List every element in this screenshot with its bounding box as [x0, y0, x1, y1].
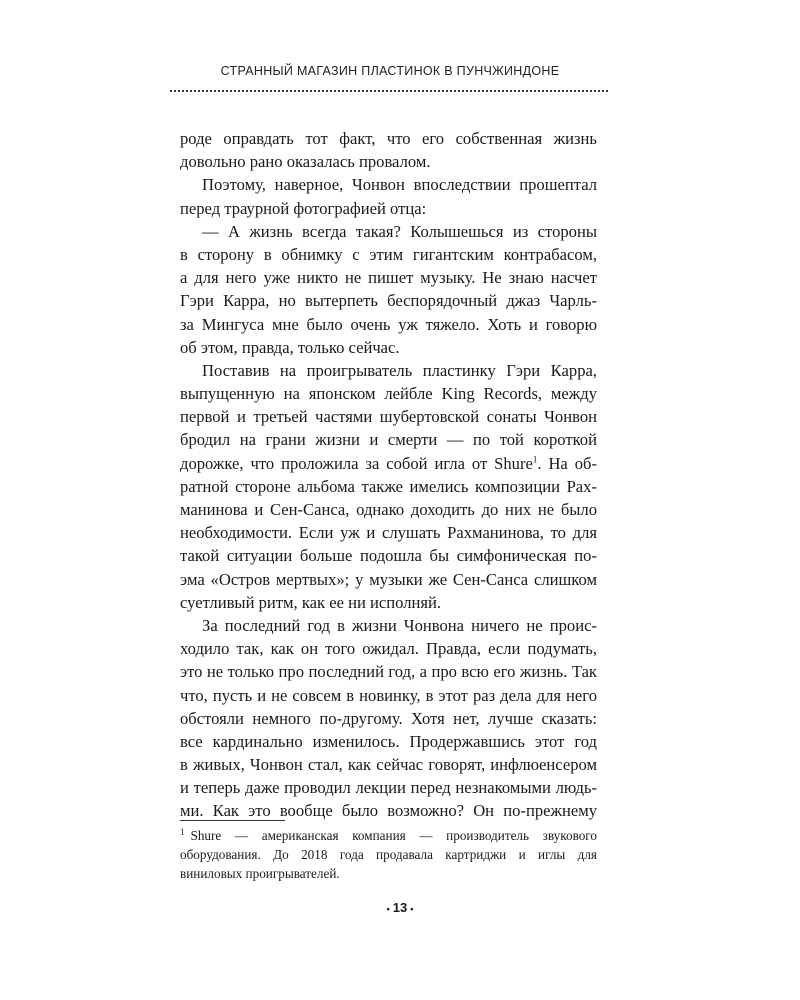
text-line: за Мингуса мне было очень уж тяжело. Хоть и говорю — [180, 314, 597, 334]
text-line: это не только про последний год, а про всю его жизнь. Так — [180, 662, 597, 682]
footnote-reference[interactable]: 1 — [532, 454, 538, 465]
bullet-right: • — [410, 903, 414, 914]
text-line: ратной стороне альбома также имелись композиции Рах- — [180, 476, 597, 496]
text-line: в сторону в обнимку с этим гигантским контрабасом, — [180, 244, 597, 264]
text-line: — А жизнь всегда такая? Колышешься из стороны — [202, 221, 597, 241]
text-line: в живых, Чонвон стал, как сейчас говорят, инфлюенсером — [180, 755, 597, 775]
text-line: ходило так, как он того ожидал. Правда, если подумать, — [180, 639, 597, 659]
bullet-left: • — [386, 903, 390, 914]
text-line: что, пусть и не совсем в новинку, в этот раз дела для него — [180, 685, 597, 705]
footnote-text: Shure — американская компания — производитель звукового — [190, 828, 597, 843]
text-line: Гэри Карра, но вытерпеть беспорядочный джаз Чарль- — [180, 291, 597, 311]
text-line: необходимости. Если уж и слушать Рахманинова, то для — [180, 523, 597, 543]
body-text — [180, 127, 597, 823]
text-line: суетливый ритм, как ее ни исполняй. — [180, 592, 442, 612]
text-line: выпущенную на японском лейбле King Records, между — [180, 384, 597, 404]
footnote — [180, 826, 597, 883]
footnote-rule — [180, 820, 285, 821]
text-line-with-footnote — [180, 452, 597, 475]
text-line: об этом, правда, только сейчас. — [180, 337, 400, 357]
footnote-line: оборудования. До 2018 года продавала картриджи и иглы для — [180, 847, 597, 862]
text-line: манинова и Сен-Санса, однако доходить до них не было — [180, 500, 597, 519]
text-line: За последний год в жизни Чонвона ничего не проис- — [202, 615, 597, 635]
text-line: Поэтому, наверное, Чонвон впоследствии прошептал — [202, 175, 597, 195]
text-segment: дорожке, что проложила за собой игла от Shure — [180, 453, 533, 473]
dotted-rule — [170, 90, 608, 92]
footnote-line — [180, 826, 597, 845]
text-line: Поставив на проигрыватель пластинку Гэри Карра, — [202, 360, 597, 380]
text-line: эма «Остров мертвых»; у музыки же Сен-Санса слишком — [180, 569, 597, 589]
text-line: бродил на грани жизни и смерти — по той короткой — [180, 430, 597, 450]
text-line: ми. Как это вообще было возможно? Он по-прежнему — [180, 801, 597, 821]
text-line: довольно рано оказалась провалом. — [180, 152, 431, 172]
text-line: и теперь даже проводил лекции перед незнакомыми людь- — [180, 778, 597, 798]
text-line: а для него уже никто не пишет музыку. Не знаю насчет — [180, 268, 597, 288]
text-line: такой ситуации больше подошла бы симфоническая по- — [180, 546, 597, 566]
text-segment: . На об- — [537, 453, 597, 473]
running-head: СТРАННЫЙ МАГАЗИН ПЛАСТИНОК В ПУНЧЖИНДОНЕ — [220, 64, 560, 78]
text-line: роде оправдать тот факт, что его собственная жизнь — [180, 129, 597, 148]
footnote-number: 1 — [180, 826, 185, 837]
page-number — [0, 900, 800, 915]
text-line: все кардинально изменилось. Продержавшись этот год — [180, 731, 597, 751]
text-line: обстояли немного по-другому. Хотя нет, лучше сказать: — [180, 708, 597, 728]
footnote-line: виниловых проигрывателей. — [180, 866, 340, 881]
page-number-value: 13 — [392, 900, 408, 915]
text-line: перед траурной фотографией отца: — [180, 198, 427, 218]
text-line: первой и третьей частями шубертовской сонаты Чонвон — [180, 407, 597, 427]
